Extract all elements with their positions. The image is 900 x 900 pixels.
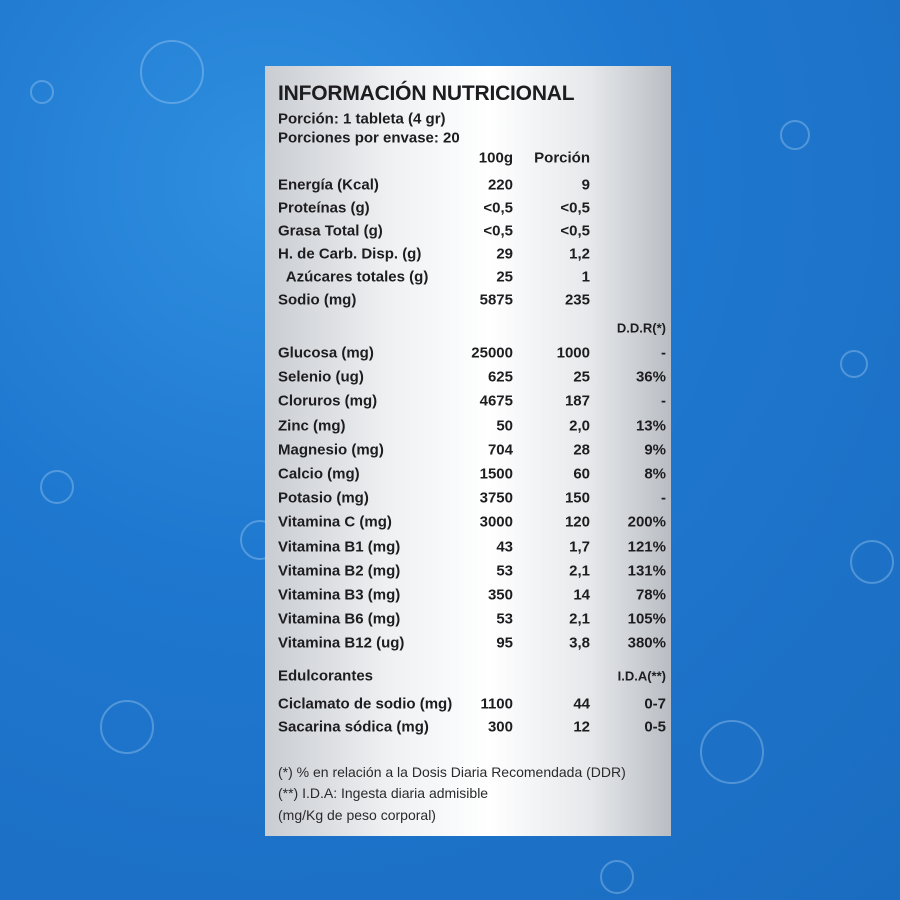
- nutrient-label: Vitamina B6 (mg): [278, 610, 401, 628]
- nutrient-label: Cloruros (mg): [278, 392, 378, 410]
- value-ddr: 36%: [635, 368, 666, 386]
- sweetener-label: Ciclamato de sodio (mg): [278, 695, 453, 713]
- value-per-100g: 4675: [479, 392, 513, 410]
- value-ddr: 8%: [644, 465, 666, 483]
- value-per-100g: 43: [496, 538, 513, 556]
- nutrient-label: H. de Carb. Disp. (g): [278, 245, 422, 263]
- value-per-portion: <0,5: [560, 222, 590, 240]
- value-per-portion: 150: [564, 489, 590, 507]
- value-per-100g: <0,5: [483, 199, 513, 217]
- nutrient-label: Vitamina B3 (mg): [278, 586, 401, 604]
- value-per-portion: 1: [581, 268, 590, 286]
- nutrient-label: Grasa Total (g): [278, 222, 383, 240]
- value-per-100g: 53: [496, 610, 513, 628]
- value-per-100g: 95: [496, 634, 513, 652]
- value-per-portion: 14: [573, 586, 590, 604]
- column-header-ida: I.D.A(**): [617, 668, 666, 684]
- value-per-portion: 1000: [556, 344, 590, 362]
- serving-size: Porción: 1 tableta (4 gr): [278, 110, 446, 128]
- nutrient-label: Magnesio (mg): [278, 441, 384, 459]
- value-per-portion: 25: [573, 368, 590, 386]
- value-per-portion: 1,2: [569, 245, 590, 263]
- value-per-100g: 50: [496, 417, 513, 435]
- sweeteners-heading: Edulcorantes: [278, 667, 374, 685]
- value-ddr: 9%: [644, 441, 666, 459]
- value-per-portion: 9: [581, 176, 590, 194]
- value-per-100g: 25000: [471, 344, 513, 362]
- nutrient-label: Azúcares totales (g): [278, 268, 429, 286]
- sweetener-label: Sacarina sódica (mg): [278, 718, 429, 736]
- nutrient-label: Energía (Kcal): [278, 176, 379, 194]
- value-per-portion: 60: [573, 465, 590, 483]
- value-per-100g: 1500: [479, 465, 513, 483]
- nutrient-label: Sodio (mg): [278, 291, 357, 309]
- value-per-portion: <0,5: [560, 199, 590, 217]
- value-per-portion: 3,8: [569, 634, 590, 652]
- value-per-portion: 1,7: [569, 538, 590, 556]
- value-ddr: 13%: [635, 417, 666, 435]
- nutrient-label: Proteínas (g): [278, 199, 370, 217]
- value-per-portion: 12: [573, 718, 590, 736]
- bubble-decoration: [840, 350, 868, 378]
- value-ddr: -: [661, 344, 666, 362]
- value-per-100g: 300: [487, 718, 513, 736]
- value-per-100g: 5875: [479, 291, 513, 309]
- column-header-100g: 100g: [478, 149, 513, 167]
- bubble-decoration: [850, 540, 894, 584]
- panel-title: INFORMACIÓN NUTRICIONAL: [278, 82, 575, 105]
- value-ddr: 121%: [627, 538, 666, 556]
- value-ida: 0-7: [644, 695, 666, 713]
- value-per-100g: 3000: [479, 513, 513, 531]
- nutrient-label: Vitamina B2 (mg): [278, 562, 401, 580]
- bubble-decoration: [780, 120, 810, 150]
- servings-per-container: Porciones por envase: 20: [278, 129, 460, 147]
- value-ddr: 200%: [627, 513, 666, 531]
- nutrition-facts-panel: [265, 66, 671, 836]
- bubble-decoration: [700, 720, 764, 784]
- bubble-decoration: [140, 40, 204, 104]
- value-ddr: 105%: [627, 610, 666, 628]
- value-ddr: 380%: [627, 634, 666, 652]
- value-ddr: 78%: [635, 586, 666, 604]
- value-per-100g: 625: [487, 368, 513, 386]
- value-per-portion: 28: [573, 441, 590, 459]
- value-per-portion: 2,1: [569, 610, 590, 628]
- value-ddr: 131%: [627, 562, 666, 580]
- nutrient-label: Vitamina C (mg): [278, 513, 392, 531]
- value-per-portion: 235: [564, 291, 590, 309]
- value-per-100g: 3750: [479, 489, 513, 507]
- nutrient-label: Zinc (mg): [278, 417, 346, 435]
- value-ddr: -: [661, 489, 666, 507]
- column-header-ddr: D.D.R(*): [616, 320, 666, 336]
- footnote-ida: (**) I.D.A: Ingesta diaria admisible: [278, 785, 489, 801]
- nutrient-label: Potasio (mg): [278, 489, 369, 507]
- value-per-portion: 44: [573, 695, 590, 713]
- value-per-100g: 704: [487, 441, 513, 459]
- column-header-portion: Porción: [534, 149, 590, 167]
- value-per-portion: 2,0: [569, 417, 590, 435]
- value-per-100g: 29: [496, 245, 513, 263]
- footnote-ddr: (*) % en relación a la Dosis Diaria Recomendada (DDR): [278, 764, 626, 780]
- nutrient-label: Vitamina B12 (ug): [278, 634, 405, 652]
- value-per-portion: 120: [564, 513, 590, 531]
- value-ddr: -: [661, 392, 666, 410]
- value-per-100g: 1100: [480, 695, 513, 713]
- nutrient-label: Selenio (ug): [278, 368, 364, 386]
- value-per-100g: <0,5: [483, 222, 513, 240]
- value-per-100g: 350: [487, 586, 513, 604]
- value-per-100g: 25: [496, 268, 513, 286]
- nutrient-label: Vitamina B1 (mg): [278, 538, 401, 556]
- value-per-100g: 220: [487, 176, 513, 194]
- footnote-units: (mg/Kg de peso corporal): [278, 807, 436, 823]
- bubble-decoration: [100, 700, 154, 754]
- value-per-portion: 2,1: [569, 562, 590, 580]
- bubble-decoration: [30, 80, 54, 104]
- bubble-decoration: [600, 860, 634, 894]
- nutrient-label: Glucosa (mg): [278, 344, 374, 362]
- nutrient-label: Calcio (mg): [278, 465, 360, 483]
- bubble-decoration: [40, 470, 74, 504]
- value-per-100g: 53: [496, 562, 513, 580]
- value-ida: 0-5: [644, 718, 666, 736]
- value-per-portion: 187: [564, 392, 590, 410]
